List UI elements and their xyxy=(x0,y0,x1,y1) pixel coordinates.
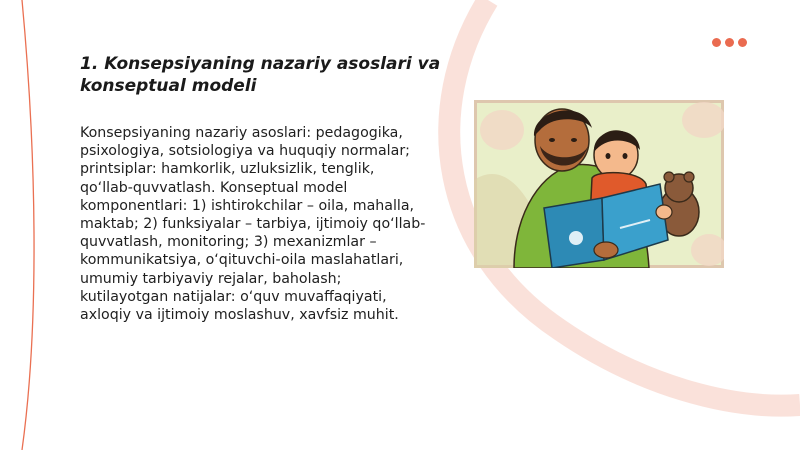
more-dots-icon xyxy=(712,38,747,47)
father-reading-to-child-illustration xyxy=(474,100,724,268)
slide-title: 1. Konsepsiyaning nazariy asoslari va konseptual modeli xyxy=(80,54,441,96)
slide-body-text: Konsepsiyaning nazariy asoslari: pedagogika, psixologiya, sotsiologiya va huquqiy normalar; printsiplar: hamkorlik, uzluksizlik, tenglik, qo‘llab-quvvatlash. Konseptual model komponentlari: 1) ishtirokchilar – oila, mahalla, maktab; 2) funksiyalar – tarbiya, ijtimoiy qo‘llab-quvvatlash, monitoring; 3) mexanizmlar – kommunikatsiya, o‘qituvchi-oila maslahatlari, umumiy tarbiyaviy rejalar, baholash; kutilayotgan natijalar: o‘quv muvaffaqiyati, axloqiy va ijtimoiy moslashuv, xavfsiz muhit. xyxy=(80,125,426,324)
